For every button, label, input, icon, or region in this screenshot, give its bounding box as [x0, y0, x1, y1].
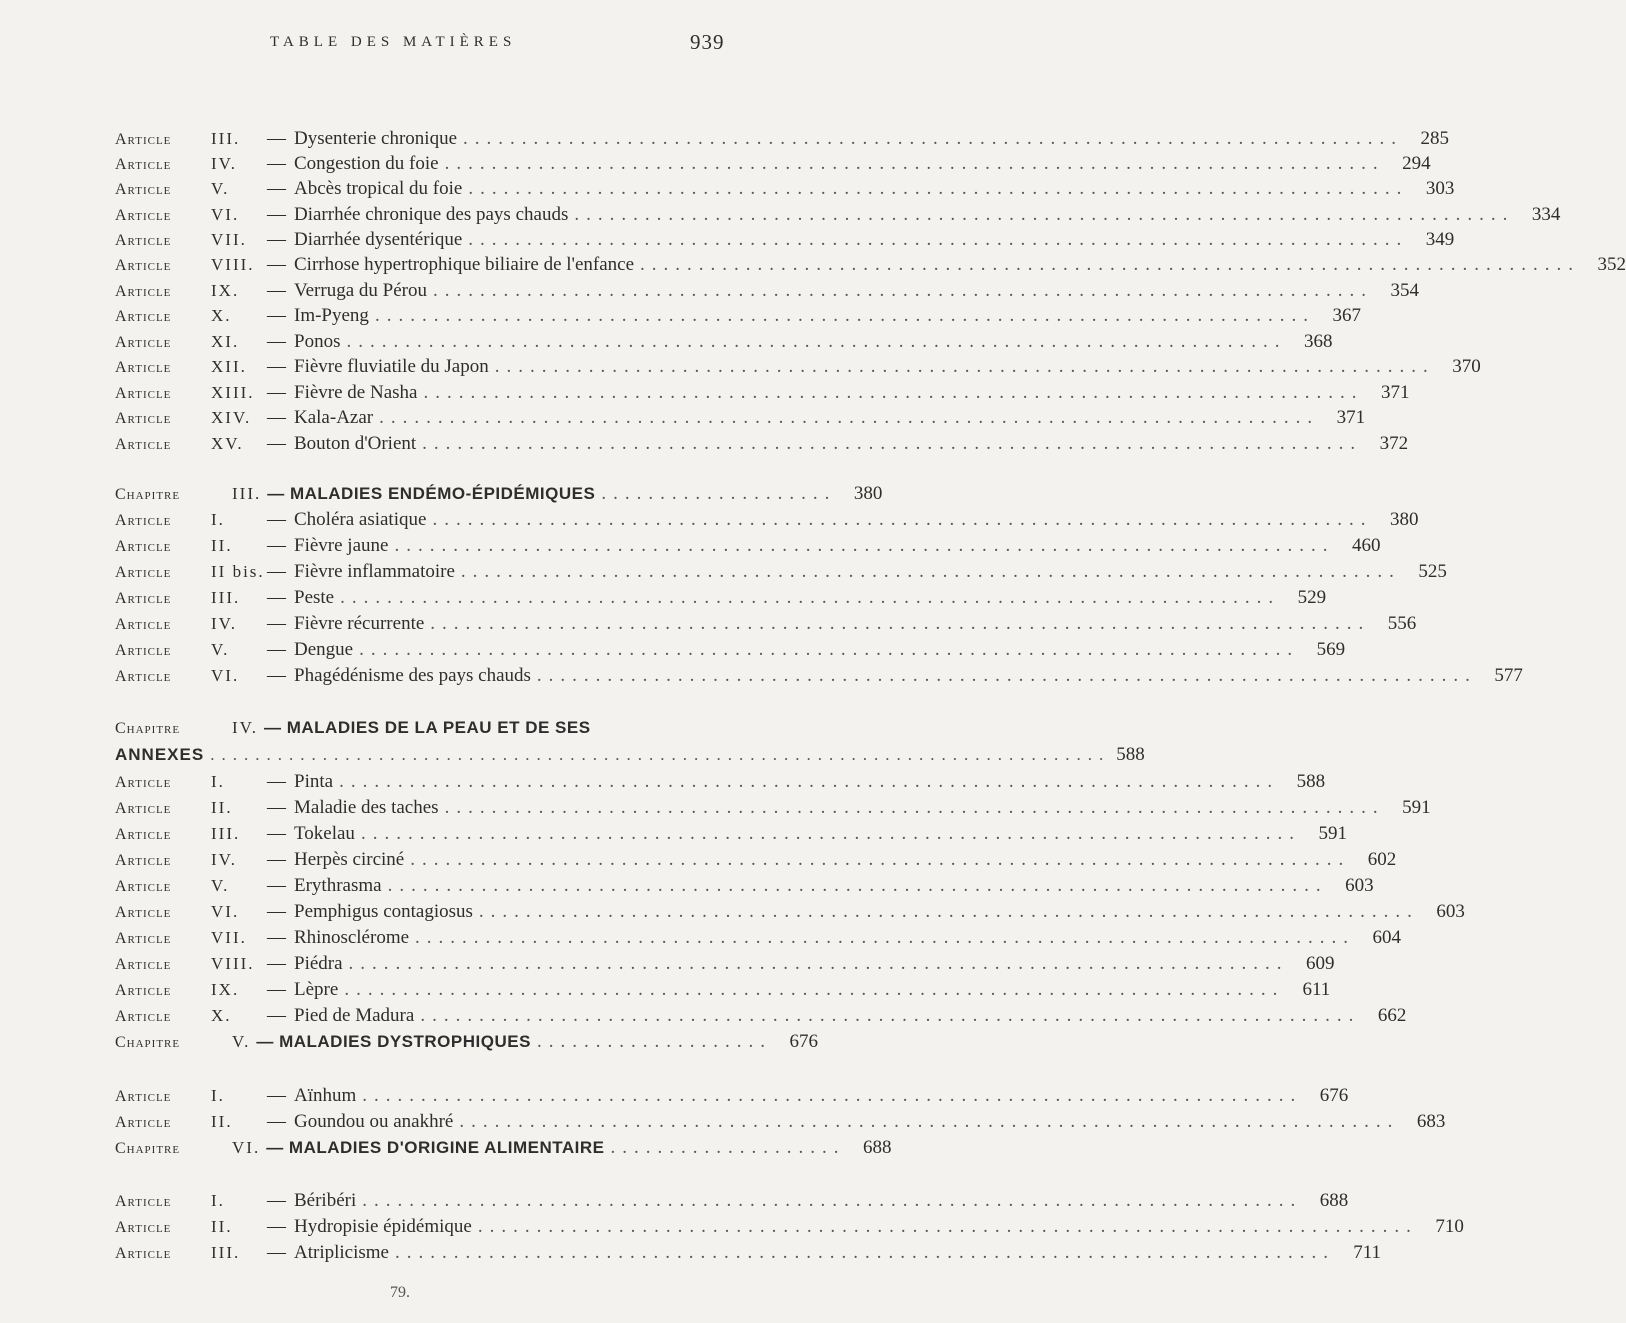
- article-label: Article: [115, 904, 172, 921]
- dash: —: [267, 613, 286, 634]
- dot-leader: ................................................................................: [430, 613, 1371, 634]
- entry-page: 367: [1332, 305, 1361, 326]
- article-label: Article: [115, 1114, 172, 1131]
- toc-article-row: [115, 1216, 1464, 1242]
- entry-title: Lèpre: [294, 979, 339, 1000]
- toc-article-row: [115, 639, 1346, 665]
- entry-page: 611: [1302, 979, 1331, 1000]
- article-label: Article: [115, 1245, 172, 1262]
- article-label: Article: [115, 774, 172, 791]
- entry-title: Dengue: [294, 639, 354, 660]
- entry-title: Pied de Madura: [294, 1005, 415, 1026]
- article-label: Article: [115, 800, 172, 817]
- dash: —: [267, 587, 286, 608]
- entry-page: 294: [1402, 153, 1431, 174]
- dash: —: [267, 1111, 286, 1132]
- entry-page: 352: [1597, 254, 1626, 275]
- article-label: Article: [115, 956, 172, 973]
- dash: —: [267, 331, 286, 352]
- entry-title: Diarrhée dysentérique: [294, 229, 463, 250]
- dot-leader: ................................................................................: [463, 128, 1404, 149]
- entry-title: Pinta: [294, 771, 334, 792]
- entry-title: Phagédénisme des pays chauds: [294, 665, 531, 686]
- toc-article-row: [115, 849, 1397, 875]
- article-label: Article: [115, 642, 172, 659]
- entry-page: 662: [1377, 1005, 1407, 1026]
- dot-leader: ....................: [601, 483, 837, 504]
- entry-page: 285: [1420, 128, 1450, 149]
- entry-title: Rhinosclérome: [294, 927, 410, 948]
- dash: —: [267, 280, 286, 301]
- dot-leader: ................................................................................: [210, 745, 1111, 764]
- chapter-title: — MALADIES D'ORIGINE ALIMENTAIRE: [266, 1138, 605, 1157]
- dot-leader: ....................: [610, 1137, 846, 1158]
- dot-leader: ................................................................................: [379, 407, 1320, 428]
- article-number: I.: [211, 1191, 225, 1210]
- dash: —: [267, 153, 286, 174]
- entry-page: 577: [1494, 665, 1523, 686]
- article-number: III.: [211, 1243, 241, 1262]
- entry-title: Diarrhée chronique des pays chauds: [294, 204, 569, 225]
- toc-article-row: [115, 797, 1431, 823]
- dash: —: [267, 204, 286, 225]
- chapter-number: VI.: [232, 1138, 261, 1157]
- entry-title: Aïnhum: [294, 1085, 357, 1106]
- entry-title: Fièvre jaune: [294, 535, 389, 556]
- dash: —: [267, 979, 286, 1000]
- entry-page: 609: [1306, 953, 1335, 974]
- entry-title: Piédra: [294, 953, 343, 974]
- entry-page: 569: [1316, 639, 1346, 660]
- dash: —: [267, 356, 286, 377]
- dot-leader: ................................................................................: [362, 1085, 1303, 1106]
- dot-leader: ................................................................................: [415, 927, 1356, 948]
- article-label: Article: [115, 930, 172, 947]
- article-label: Article: [115, 131, 172, 148]
- toc-article-row: [115, 1111, 1446, 1137]
- toc-article-row: [115, 382, 1410, 408]
- dot-leader: ................................................................................: [468, 229, 1409, 250]
- dot-leader: ................................................................................: [574, 204, 1515, 225]
- toc-article-row: [115, 1190, 1349, 1216]
- entry-page: 676: [1319, 1085, 1349, 1106]
- article-label: Article: [115, 207, 172, 224]
- entry-page: 588: [1296, 771, 1326, 792]
- article-label: Article: [115, 385, 172, 402]
- dash: —: [267, 535, 286, 556]
- article-label: Article: [115, 878, 172, 895]
- chapter-label: Chapitre: [115, 720, 181, 737]
- dash: —: [267, 407, 286, 428]
- chapter-title: — MALADIES DE LA PEAU ET DE SES: [264, 718, 591, 737]
- toc-article-row: [115, 1242, 1381, 1268]
- dash: —: [267, 229, 286, 250]
- dash: —: [267, 797, 286, 818]
- entry-page: 371: [1380, 382, 1410, 403]
- article-label: Article: [115, 668, 172, 685]
- dash: —: [267, 875, 286, 896]
- chapter-label: Chapitre: [115, 1140, 181, 1157]
- entry-page: 591: [1318, 823, 1347, 844]
- toc-article-row: [115, 305, 1361, 331]
- article-label: Article: [115, 257, 172, 274]
- article-label: Article: [115, 538, 172, 555]
- dash: —: [267, 178, 286, 199]
- entry-title: Goundou ou anakhré: [294, 1111, 454, 1132]
- article-number: II.: [211, 1217, 233, 1236]
- article-number: III.: [211, 588, 241, 607]
- article-label: Article: [115, 512, 172, 529]
- chapter-number: V.: [232, 1032, 251, 1051]
- entry-title: Peste: [294, 587, 335, 608]
- dot-leader: ................................................................................: [348, 953, 1289, 974]
- article-number: IV.: [211, 850, 237, 869]
- dot-leader: ................................................................................: [362, 1190, 1303, 1211]
- article-number: I.: [211, 510, 225, 529]
- article-number: X.: [211, 1006, 232, 1025]
- dot-leader: ................................................................................: [536, 665, 1477, 686]
- dash: —: [267, 1216, 286, 1237]
- toc-chapter-row: [115, 1031, 818, 1057]
- article-number: IV.: [211, 614, 237, 633]
- toc-article-row: [115, 407, 1366, 433]
- article-label: Article: [115, 156, 172, 173]
- entry-page: 334: [1531, 204, 1561, 225]
- dash: —: [267, 927, 286, 948]
- entry-page: 368: [1303, 331, 1333, 352]
- entry-page: 380: [1389, 509, 1419, 530]
- chapter-title: — MALADIES ENDÉMO-ÉPIDÉMIQUES: [267, 484, 596, 503]
- article-label: Article: [115, 410, 172, 427]
- article-label: Article: [115, 308, 172, 325]
- article-number: V.: [211, 179, 230, 198]
- article-label: Article: [115, 590, 172, 607]
- article-number: XV.: [211, 434, 244, 453]
- dot-leader: ................................................................................: [459, 1111, 1400, 1132]
- dot-leader: ....................: [536, 1031, 772, 1052]
- article-number: V.: [211, 876, 230, 895]
- dash: —: [267, 1190, 286, 1211]
- dash: —: [267, 254, 286, 275]
- entry-page: 604: [1372, 927, 1402, 948]
- entry-title: ANNEXES: [115, 745, 205, 764]
- entry-page: 460: [1351, 535, 1381, 556]
- dash: —: [267, 665, 286, 686]
- article-label: Article: [115, 852, 172, 869]
- article-label: Article: [115, 283, 172, 300]
- toc-article-row: [115, 153, 1431, 179]
- article-number: IX.: [211, 281, 240, 300]
- entry-page: 683: [1416, 1111, 1446, 1132]
- dot-leader: ................................................................................: [468, 178, 1409, 199]
- article-number: VI.: [211, 666, 240, 685]
- article-number: II.: [211, 536, 233, 555]
- dot-leader: ................................................................................: [360, 823, 1301, 844]
- entry-page: 588: [1116, 744, 1145, 765]
- dot-leader: ................................................................................: [420, 1005, 1361, 1026]
- article-label: Article: [115, 232, 172, 249]
- dot-leader: ................................................................................: [478, 901, 1419, 922]
- chapter-label: Chapitre: [115, 1034, 181, 1051]
- entry-page: 603: [1436, 901, 1465, 922]
- entry-title: Dysenterie chronique: [294, 128, 458, 149]
- dash: —: [267, 561, 286, 582]
- toc-article-row: [115, 587, 1327, 613]
- entry-title: Béribéri: [294, 1190, 357, 1211]
- entry-page: 370: [1452, 356, 1481, 377]
- article-number: IX.: [211, 980, 240, 999]
- running-head-title: TABLE DES MATIÈRES: [270, 34, 517, 50]
- entry-title: Fièvre récurrente: [294, 613, 425, 634]
- toc-article-row: [115, 1085, 1349, 1111]
- entry-page: 371: [1336, 407, 1366, 428]
- article-label: Article: [115, 436, 172, 453]
- entry-title: Cirrhose hypertrophique biliaire de l'enfance: [294, 254, 635, 275]
- dash: —: [267, 771, 286, 792]
- toc-chapter-row: [115, 483, 883, 509]
- running-head: [0, 30, 801, 60]
- article-number: III.: [211, 824, 241, 843]
- toc-article-row: [115, 356, 1481, 382]
- entry-page: 380: [853, 483, 883, 504]
- entry-title: Abcès tropical du foie: [294, 178, 463, 199]
- article-number: VIII.: [211, 954, 255, 973]
- dash: —: [267, 1242, 286, 1263]
- chapter-label: Chapitre: [115, 486, 181, 503]
- entry-title: Hydropisie épidémique: [294, 1216, 472, 1237]
- dash: —: [267, 1085, 286, 1106]
- dot-leader: ................................................................................: [394, 535, 1335, 556]
- entry-title: Choléra asiatique: [294, 509, 427, 530]
- dot-leader: ................................................................................: [494, 356, 1435, 377]
- entry-title: Fièvre de Nasha: [294, 382, 418, 403]
- article-label: Article: [115, 181, 172, 198]
- entry-page: 354: [1390, 280, 1419, 301]
- dot-leader: ................................................................................: [394, 1242, 1335, 1263]
- entry-title: Bouton d'Orient: [294, 433, 417, 454]
- toc-article-row: [115, 128, 1450, 154]
- toc-article-row: [115, 204, 1561, 230]
- entry-page: 603: [1345, 875, 1374, 896]
- article-label: Article: [115, 1088, 172, 1105]
- dot-leader: ................................................................................: [444, 153, 1385, 174]
- entry-page: 711: [1353, 1242, 1381, 1263]
- article-number: VII.: [211, 230, 247, 249]
- entry-page: 525: [1418, 561, 1447, 582]
- entry-page: 688: [863, 1137, 892, 1158]
- toc-article-row: [115, 979, 1331, 1005]
- dot-leader: ................................................................................: [432, 280, 1373, 301]
- dash: —: [267, 1005, 286, 1026]
- toc-article-row: [115, 613, 1417, 639]
- toc-article-row: [115, 1005, 1407, 1031]
- article-number: III.: [211, 129, 241, 148]
- chapter-title: — MALADIES DYSTROPHIQUES: [256, 1032, 531, 1051]
- dot-leader: ................................................................................: [444, 797, 1385, 818]
- signature-mark: 79.: [390, 1284, 410, 1301]
- entry-title: Fièvre inflammatoire: [294, 561, 455, 582]
- article-label: Article: [115, 359, 172, 376]
- entry-title: Im-Pyeng: [294, 305, 369, 326]
- entry-page: 591: [1402, 797, 1431, 818]
- chapter-number: III.: [232, 484, 262, 503]
- entry-page: 676: [789, 1031, 818, 1052]
- entry-title: Tokelau: [294, 823, 355, 844]
- entry-page: 349: [1425, 229, 1455, 250]
- dot-leader: ................................................................................: [422, 433, 1363, 454]
- dot-leader: ................................................................................: [410, 849, 1351, 870]
- dash: —: [267, 433, 286, 454]
- entry-title: Herpès circiné: [294, 849, 405, 870]
- toc-chapter-row: [115, 1137, 892, 1163]
- dot-leader: ................................................................................: [359, 639, 1300, 660]
- dot-leader: ................................................................................: [344, 979, 1285, 1000]
- entry-title: Congestion du foie: [294, 153, 439, 174]
- toc-article-row: [115, 433, 1409, 459]
- article-label: Article: [115, 982, 172, 999]
- dash: —: [267, 849, 286, 870]
- article-number: VII.: [211, 928, 247, 947]
- dot-leader: ................................................................................: [432, 509, 1373, 530]
- article-number: II.: [211, 798, 233, 817]
- toc-article-row: [115, 927, 1402, 953]
- article-label: Article: [115, 1193, 172, 1210]
- dot-leader: ................................................................................: [374, 305, 1315, 326]
- entry-title: Verruga du Pérou: [294, 280, 427, 301]
- dash: —: [267, 953, 286, 974]
- entry-title: Kala-Azar: [294, 407, 374, 428]
- dot-leader: ................................................................................: [346, 331, 1287, 352]
- toc-article-row: [115, 331, 1333, 357]
- entry-title: Ponos: [294, 331, 341, 352]
- dot-leader: ................................................................................: [387, 875, 1328, 896]
- toc-article-row: [115, 953, 1335, 979]
- page-number: 939: [690, 30, 725, 54]
- entry-page: 688: [1319, 1190, 1349, 1211]
- dash: —: [267, 382, 286, 403]
- dot-leader: ................................................................................: [460, 561, 1401, 582]
- article-label: Article: [115, 1219, 172, 1236]
- article-number: VIII.: [211, 255, 255, 274]
- article-number: II bis.: [211, 562, 265, 581]
- toc-article-row: [115, 178, 1455, 204]
- article-number: VI.: [211, 205, 240, 224]
- toc-article-row: [115, 535, 1381, 561]
- toc-article-row: [115, 901, 1465, 927]
- dash: —: [267, 509, 286, 530]
- entry-title: Erythrasma: [294, 875, 382, 896]
- toc-annex-continuation: [115, 744, 1145, 770]
- article-number: I.: [211, 1086, 225, 1105]
- article-number: VI.: [211, 902, 240, 921]
- chapter-number: IV.: [232, 718, 258, 737]
- article-label: Article: [115, 1008, 172, 1025]
- dash: —: [267, 901, 286, 922]
- article-number: XI.: [211, 332, 240, 351]
- article-label: Article: [115, 616, 172, 633]
- article-number: IV.: [211, 154, 237, 173]
- article-number: V.: [211, 640, 230, 659]
- article-number: XIV.: [211, 408, 252, 427]
- article-number: X.: [211, 306, 232, 325]
- article-number: II.: [211, 1112, 233, 1131]
- toc-article-row: [115, 665, 1523, 691]
- entry-title: Atriplicisme: [294, 1242, 389, 1263]
- entry-page: 602: [1367, 849, 1397, 870]
- entry-title: Fièvre fluviatile du Japon: [294, 356, 489, 377]
- entry-page: 556: [1387, 613, 1417, 634]
- entry-page: 710: [1435, 1216, 1464, 1237]
- toc-article-row: [115, 823, 1347, 849]
- entry-title: Pemphigus contagiosus: [294, 901, 473, 922]
- article-label: Article: [115, 826, 172, 843]
- dot-leader: ................................................................................: [477, 1216, 1418, 1237]
- dash: —: [267, 305, 286, 326]
- toc-article-row: [115, 875, 1374, 901]
- dot-leader: ................................................................................: [340, 587, 1281, 608]
- article-number: I.: [211, 772, 225, 791]
- toc-article-row: [115, 509, 1419, 535]
- toc-chapter-row: [115, 718, 725, 744]
- dash: —: [267, 823, 286, 844]
- toc-article-row: [115, 280, 1419, 306]
- article-label: Article: [115, 334, 172, 351]
- article-number: XIII.: [211, 383, 255, 402]
- dash: —: [267, 128, 286, 149]
- toc-article-row: [115, 561, 1447, 587]
- article-number: XII.: [211, 357, 247, 376]
- dot-leader: ................................................................................: [640, 254, 1581, 275]
- entry-page: 529: [1297, 587, 1327, 608]
- toc-article-row: [115, 771, 1326, 797]
- toc-article-row: [115, 254, 1626, 280]
- dot-leader: ................................................................................: [339, 771, 1280, 792]
- dash: —: [267, 639, 286, 660]
- entry-page: 372: [1379, 433, 1409, 454]
- entry-title: Maladie des taches: [294, 797, 439, 818]
- toc-article-row: [115, 229, 1455, 255]
- entry-page: 303: [1425, 178, 1455, 199]
- dot-leader: ................................................................................: [423, 382, 1364, 403]
- article-label: Article: [115, 564, 172, 581]
